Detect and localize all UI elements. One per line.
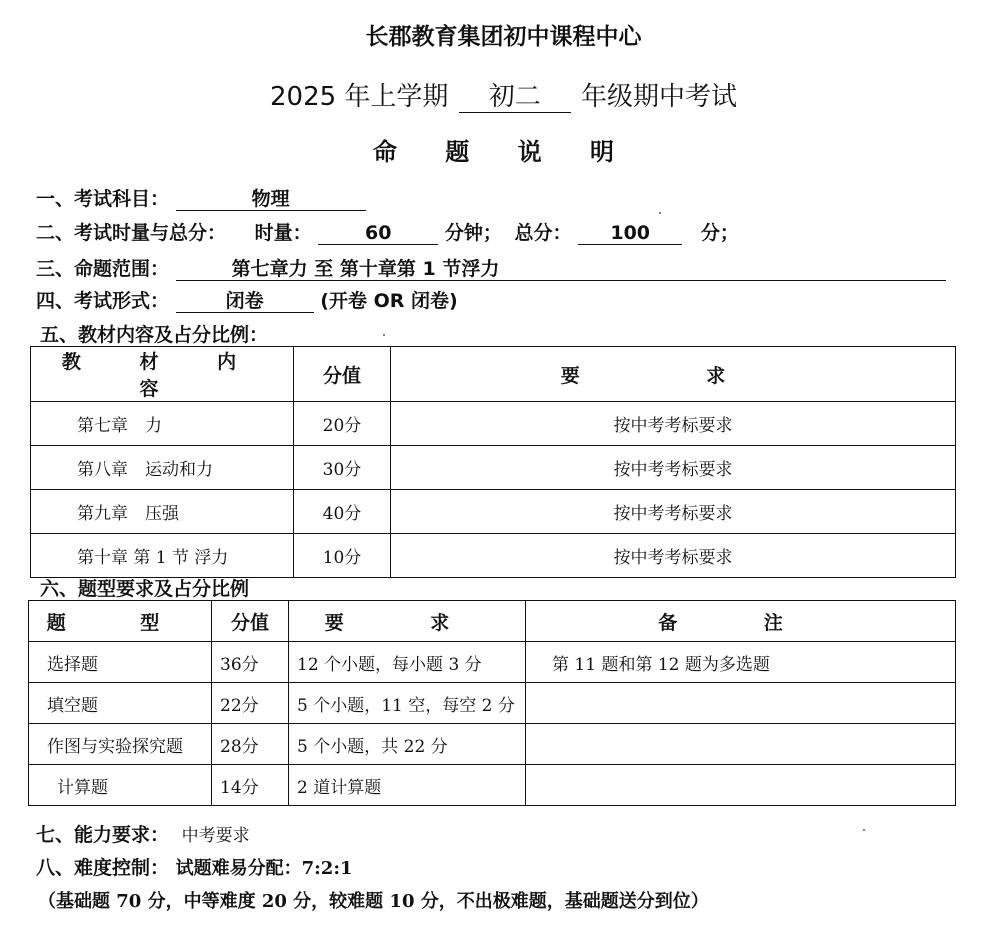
col-score: 分值	[294, 347, 391, 402]
row-content: 第九章 压强	[31, 490, 294, 534]
row-req: 按中考考标要求	[391, 446, 956, 490]
difficulty-value: 试题难易分配：7:2:1	[175, 858, 353, 879]
subject-label: 一、考试科目：	[36, 188, 170, 210]
row-type: 填空题	[29, 683, 212, 724]
row-type-req: 12 个小题，每小题 3 分	[289, 642, 526, 683]
term-prefix: 2025 年上学期	[270, 82, 449, 112]
row-req: 按中考考标要求	[391, 402, 956, 446]
scope-label: 三、命题范围：	[36, 258, 170, 280]
time-unit: 分钟；	[444, 222, 502, 244]
col-type-score: 分值	[212, 601, 289, 642]
table-row	[31, 534, 956, 578]
doc-title: 命 题 说 明	[372, 138, 635, 166]
format-value: 闭卷	[176, 291, 314, 313]
org-title: 长郡教育集团初中课程中心	[365, 24, 642, 50]
time-value: 60	[318, 223, 438, 245]
section-scope	[36, 254, 946, 281]
types-table	[28, 600, 956, 806]
row-type-note	[526, 724, 956, 765]
col-content: 教 材 内 容	[61, 351, 263, 400]
section-content-label: 五、教材内容及占分比例：	[40, 324, 269, 346]
row-type: 计算题	[29, 765, 212, 806]
table-row	[29, 765, 956, 806]
table-row	[29, 724, 956, 765]
row-type: 作图与实验探究题	[29, 724, 212, 765]
row-type-req: 5 个小题，11 空，每空 2 分	[289, 683, 526, 724]
time-score-label: 二、考试时量与总分：	[36, 222, 227, 244]
table-row	[31, 446, 956, 490]
time-label: 时量：	[254, 222, 312, 244]
section-subject	[36, 184, 366, 211]
table-row	[31, 490, 956, 534]
row-score: 20分	[294, 402, 391, 446]
row-type-score: 22分	[212, 683, 289, 724]
section-format	[36, 286, 458, 313]
scan-speck	[863, 829, 865, 831]
row-type-note: 第 11 题和第 12 题为多选题	[526, 642, 956, 683]
col-req: 要 求	[560, 364, 786, 387]
row-content: 第八章 运动和力	[31, 446, 294, 490]
ability-value: 中考要求	[181, 826, 250, 846]
score-unit: 分；	[700, 222, 739, 244]
score-label: 总分：	[514, 222, 572, 244]
col-type-note: 备 注	[658, 611, 823, 634]
row-type-req: 2 道计算题	[289, 765, 526, 806]
row-type-note	[526, 683, 956, 724]
row-score: 10分	[294, 534, 391, 578]
difficulty-note: （基础题 70 分，中等难度 20 分，较难题 10 分，不出极难题，基础题送分到位）	[38, 891, 709, 912]
row-type-req: 5 个小题，共 22 分	[289, 724, 526, 765]
content-table-header	[31, 347, 956, 402]
types-table-header	[29, 601, 956, 642]
term-suffix: 年级期中考试	[580, 82, 737, 112]
row-req: 按中考考标要求	[391, 534, 956, 578]
section-time-score	[36, 218, 739, 245]
row-req: 按中考考标要求	[391, 490, 956, 534]
row-type-score: 36分	[212, 642, 289, 683]
row-content: 第十章 第 1 节 浮力	[31, 534, 294, 578]
content-table	[30, 346, 956, 578]
grade-value: 初二	[459, 83, 571, 113]
row-content: 第七章 力	[31, 402, 294, 446]
exam-title	[0, 76, 1007, 113]
scope-value: 第七章力 至 第十章第 1 节浮力	[231, 258, 500, 280]
section-ability	[36, 820, 250, 847]
row-type-note	[526, 765, 956, 806]
section-difficulty	[36, 853, 353, 880]
format-note: (开卷 OR 闭卷)	[320, 290, 458, 312]
score-value: 100	[578, 223, 682, 245]
row-type-score: 14分	[212, 765, 289, 806]
row-type: 选择题	[29, 642, 212, 683]
format-label: 四、考试形式：	[36, 290, 170, 312]
ability-label: 七、能力要求：	[36, 824, 170, 846]
subject-value: 物理	[176, 189, 366, 211]
scope-line	[176, 259, 946, 281]
row-type-score: 28分	[212, 724, 289, 765]
row-score: 40分	[294, 490, 391, 534]
col-type-req: 要 求	[324, 611, 490, 634]
scan-speck	[383, 334, 385, 336]
scan-speck	[659, 212, 661, 214]
col-type: 题 型	[46, 611, 194, 634]
section-types-label: 六、题型要求及占分比例	[40, 578, 250, 600]
table-row	[29, 683, 956, 724]
table-row	[29, 642, 956, 683]
difficulty-label: 八、难度控制：	[36, 857, 170, 879]
row-score: 30分	[294, 446, 391, 490]
table-row	[31, 402, 956, 446]
